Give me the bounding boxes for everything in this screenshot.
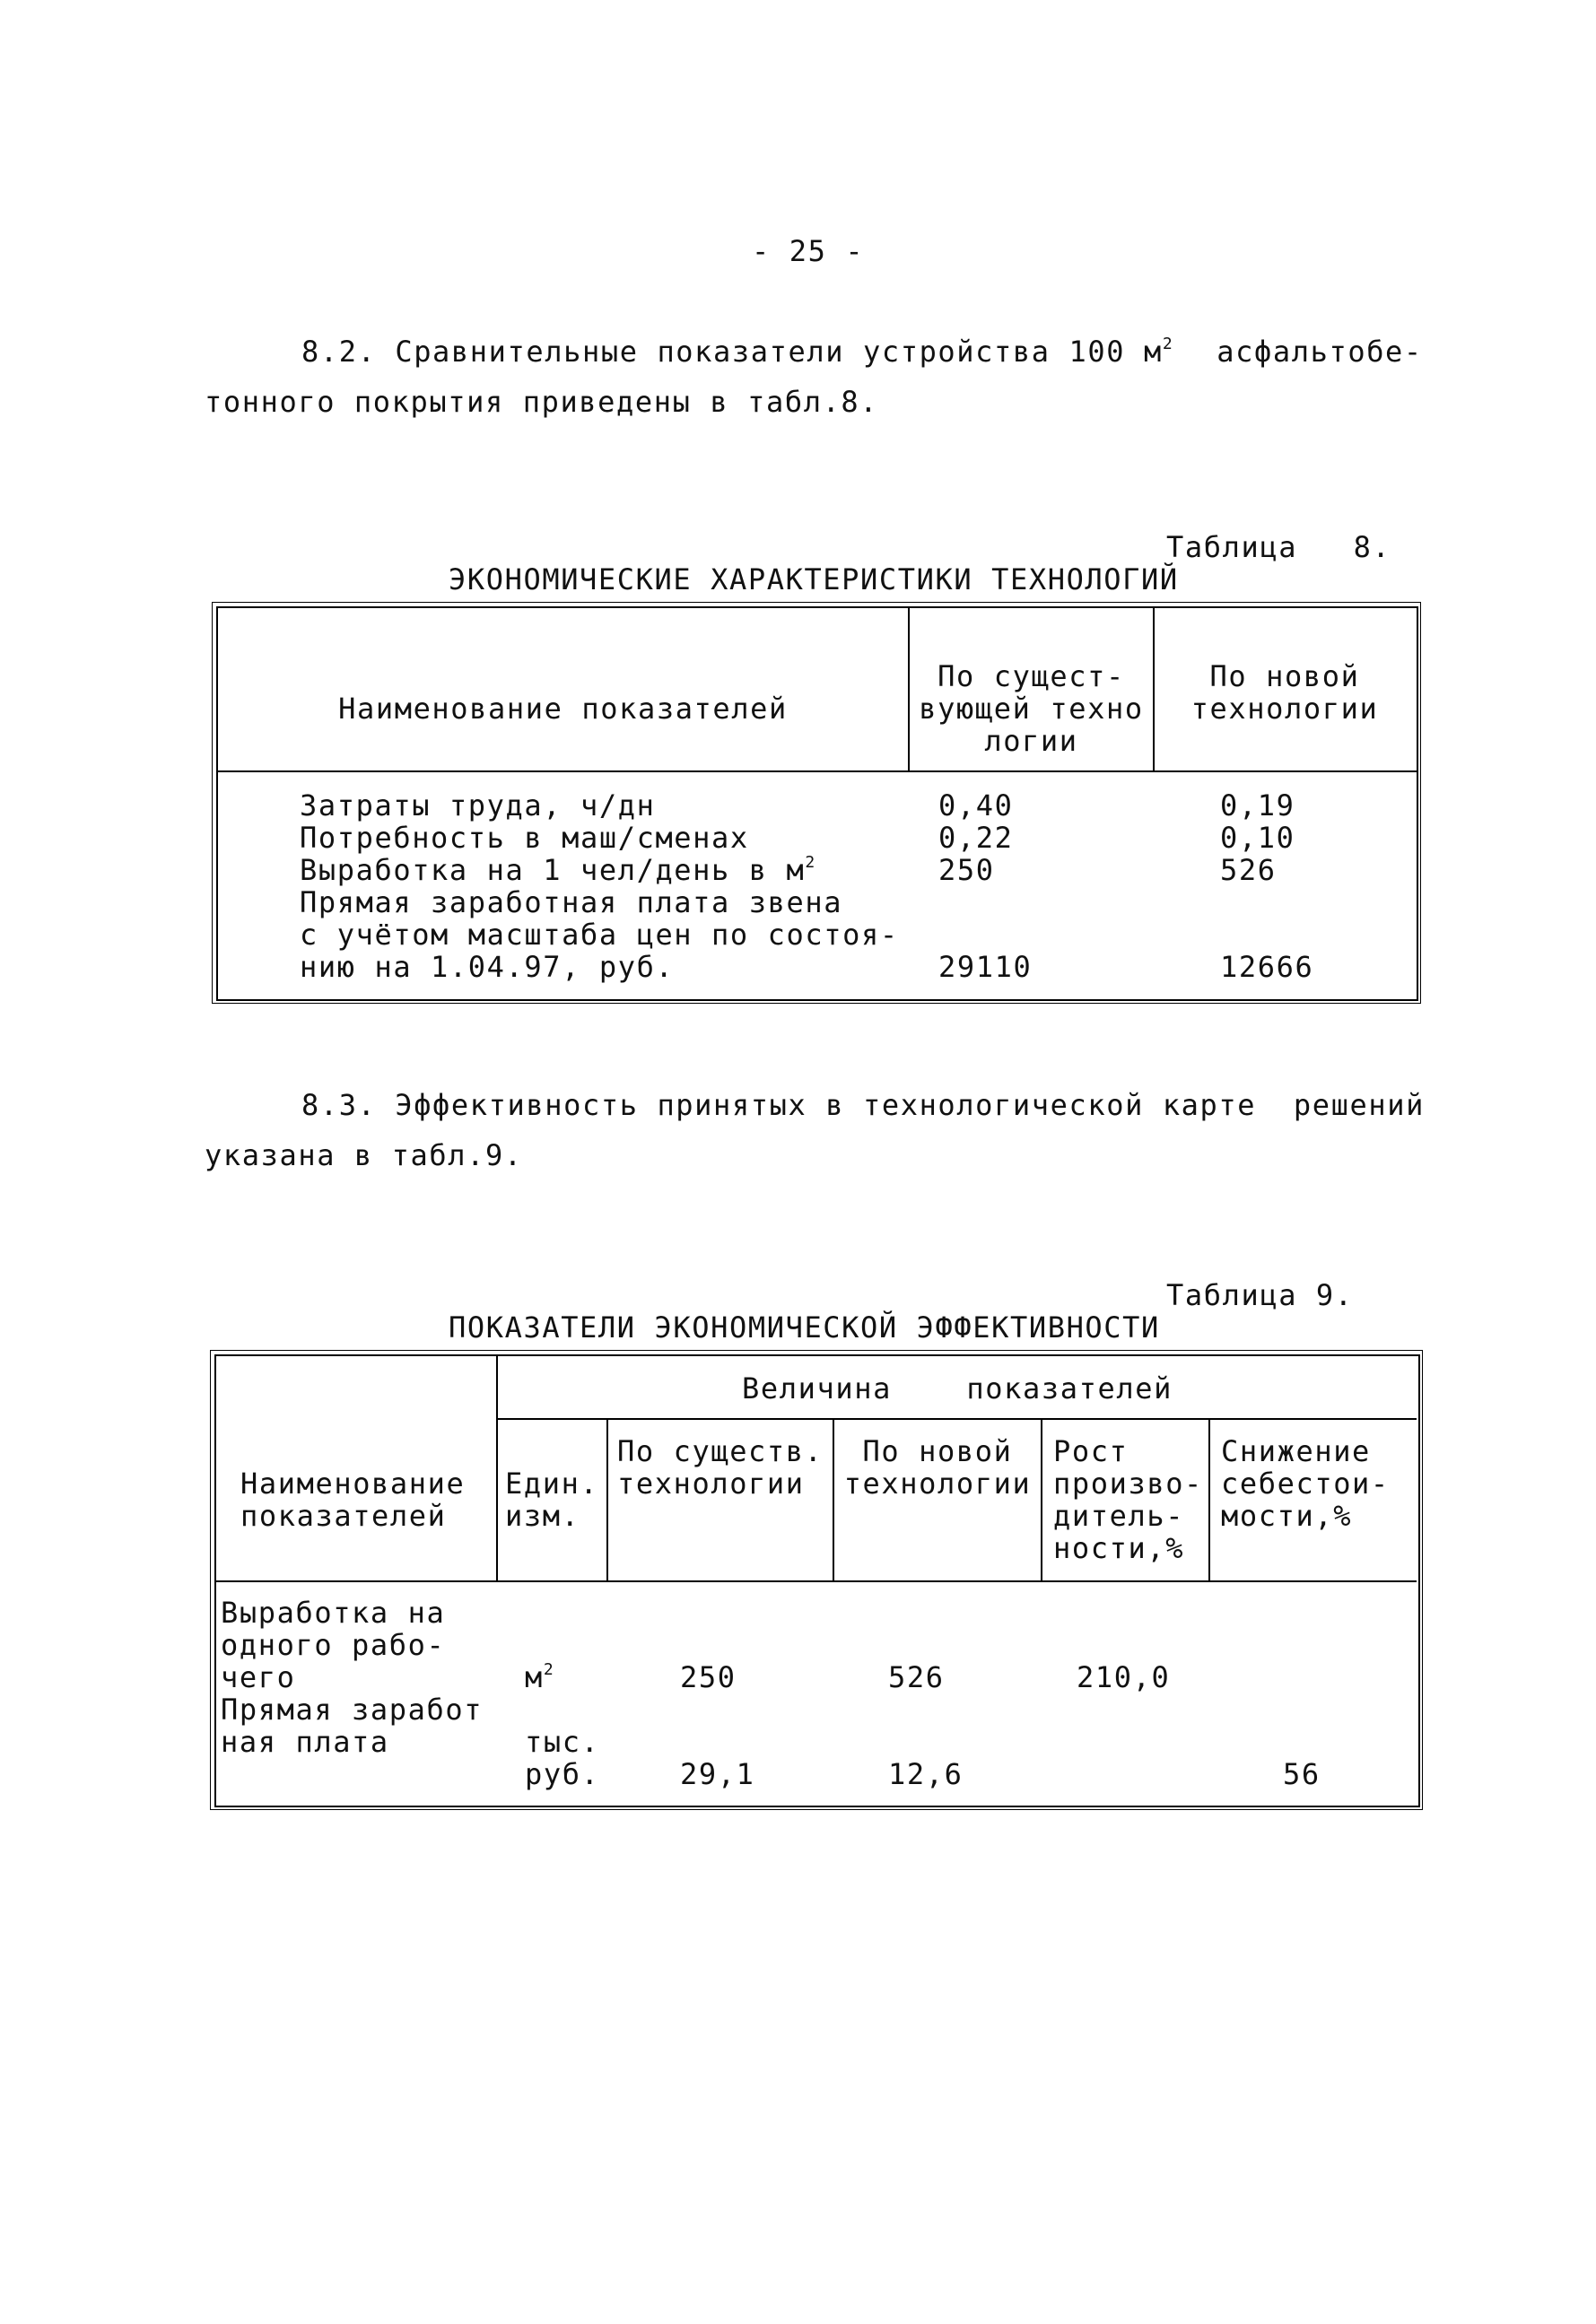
table-row: Потребность в маш/сменах [300, 821, 749, 855]
table-8-label: Таблица 8. [1166, 530, 1391, 564]
table-cell: 29,1 [680, 1757, 755, 1791]
paragraph-8-3-line-2: указана в табл.9. [205, 1138, 523, 1172]
paragraph-8-2-line-1 [301, 335, 1423, 368]
table-row: Прямая заработ ная плата [221, 1693, 484, 1759]
table-cell [525, 1661, 554, 1693]
table-9-label: Таблица 9. [1166, 1278, 1354, 1312]
table-cell: 29110 [938, 950, 1033, 984]
table-row [300, 854, 816, 886]
table-9-header-cost: Снижение себестои- мости,% [1221, 1434, 1390, 1533]
row-label: Выработка на 1 чел/день в м [300, 853, 806, 887]
table-cell: 526 [888, 1660, 945, 1694]
table-9-title: ПОКАЗАТЕЛИ ЭКОНОМИЧЕСКОЙ ЭФФЕКТИВНОСТИ [449, 1310, 1160, 1345]
table-8-header-existing: По сущест- вующей техно логии [919, 659, 1144, 758]
table-8-header-name: Наименование показателей [338, 692, 788, 726]
table-9-group-header: Величина показателей [742, 1371, 1173, 1406]
table-cell: 0,10 [1220, 821, 1295, 855]
table-cell: 0,40 [938, 788, 1014, 823]
table-9-header-growth: Рост произво- дитель- ности,% [1053, 1434, 1203, 1565]
superscript: 2 [543, 1660, 555, 1679]
table-cell: 12666 [1220, 950, 1314, 984]
table-cell: 12,6 [888, 1757, 964, 1791]
table-cell: тыс. руб. [525, 1725, 600, 1791]
paragraph-8-2-text: 8.2. Сравнительные показатели устройства 100 м [301, 335, 1163, 369]
table-row: Затраты труда, ч/дн [300, 788, 656, 823]
table-cell: 0,22 [938, 821, 1014, 855]
table-row: Выработка на одного рабо- чего [221, 1596, 446, 1694]
table-9-header-existing: По существ. технологии [617, 1434, 824, 1501]
table-cell: 250 [938, 853, 995, 887]
table-cell: 526 [1220, 853, 1277, 887]
page-number: - 25 - [752, 234, 865, 268]
table-row: Прямая заработная плата звена с учётом масштаба цен по состоя- нию на 1.04.97, руб. [300, 885, 899, 984]
unit-label: м [525, 1660, 544, 1694]
paragraph-8-2-line-2: тонного покрытия приведены в табл.8. [205, 385, 879, 419]
table-9-header-unit: Един. изм. [505, 1467, 599, 1533]
paragraph-8-3-line-1: 8.3. Эффективность принятых в технологической карте решений [301, 1088, 1425, 1122]
table-cell: 0,19 [1220, 788, 1295, 823]
table-9-header-new: По новой технологии [843, 1434, 1032, 1501]
table-cell: 250 [680, 1660, 737, 1694]
table-8-title: ЭКОНОМИЧЕСКИЕ ХАРАКТЕРИСТИКИ ТЕХНОЛОГИЙ [449, 562, 1179, 596]
superscript: 2 [1162, 335, 1174, 353]
table-cell: 210,0 [1077, 1660, 1171, 1694]
table-9-header-name: Наименование показателей [240, 1467, 466, 1533]
paragraph-8-2-text-end: асфальтобе- [1217, 335, 1423, 369]
table-8-header-new: По новой технологии [1190, 659, 1379, 726]
table-cell: 56 [1283, 1757, 1321, 1791]
superscript: 2 [805, 853, 816, 872]
